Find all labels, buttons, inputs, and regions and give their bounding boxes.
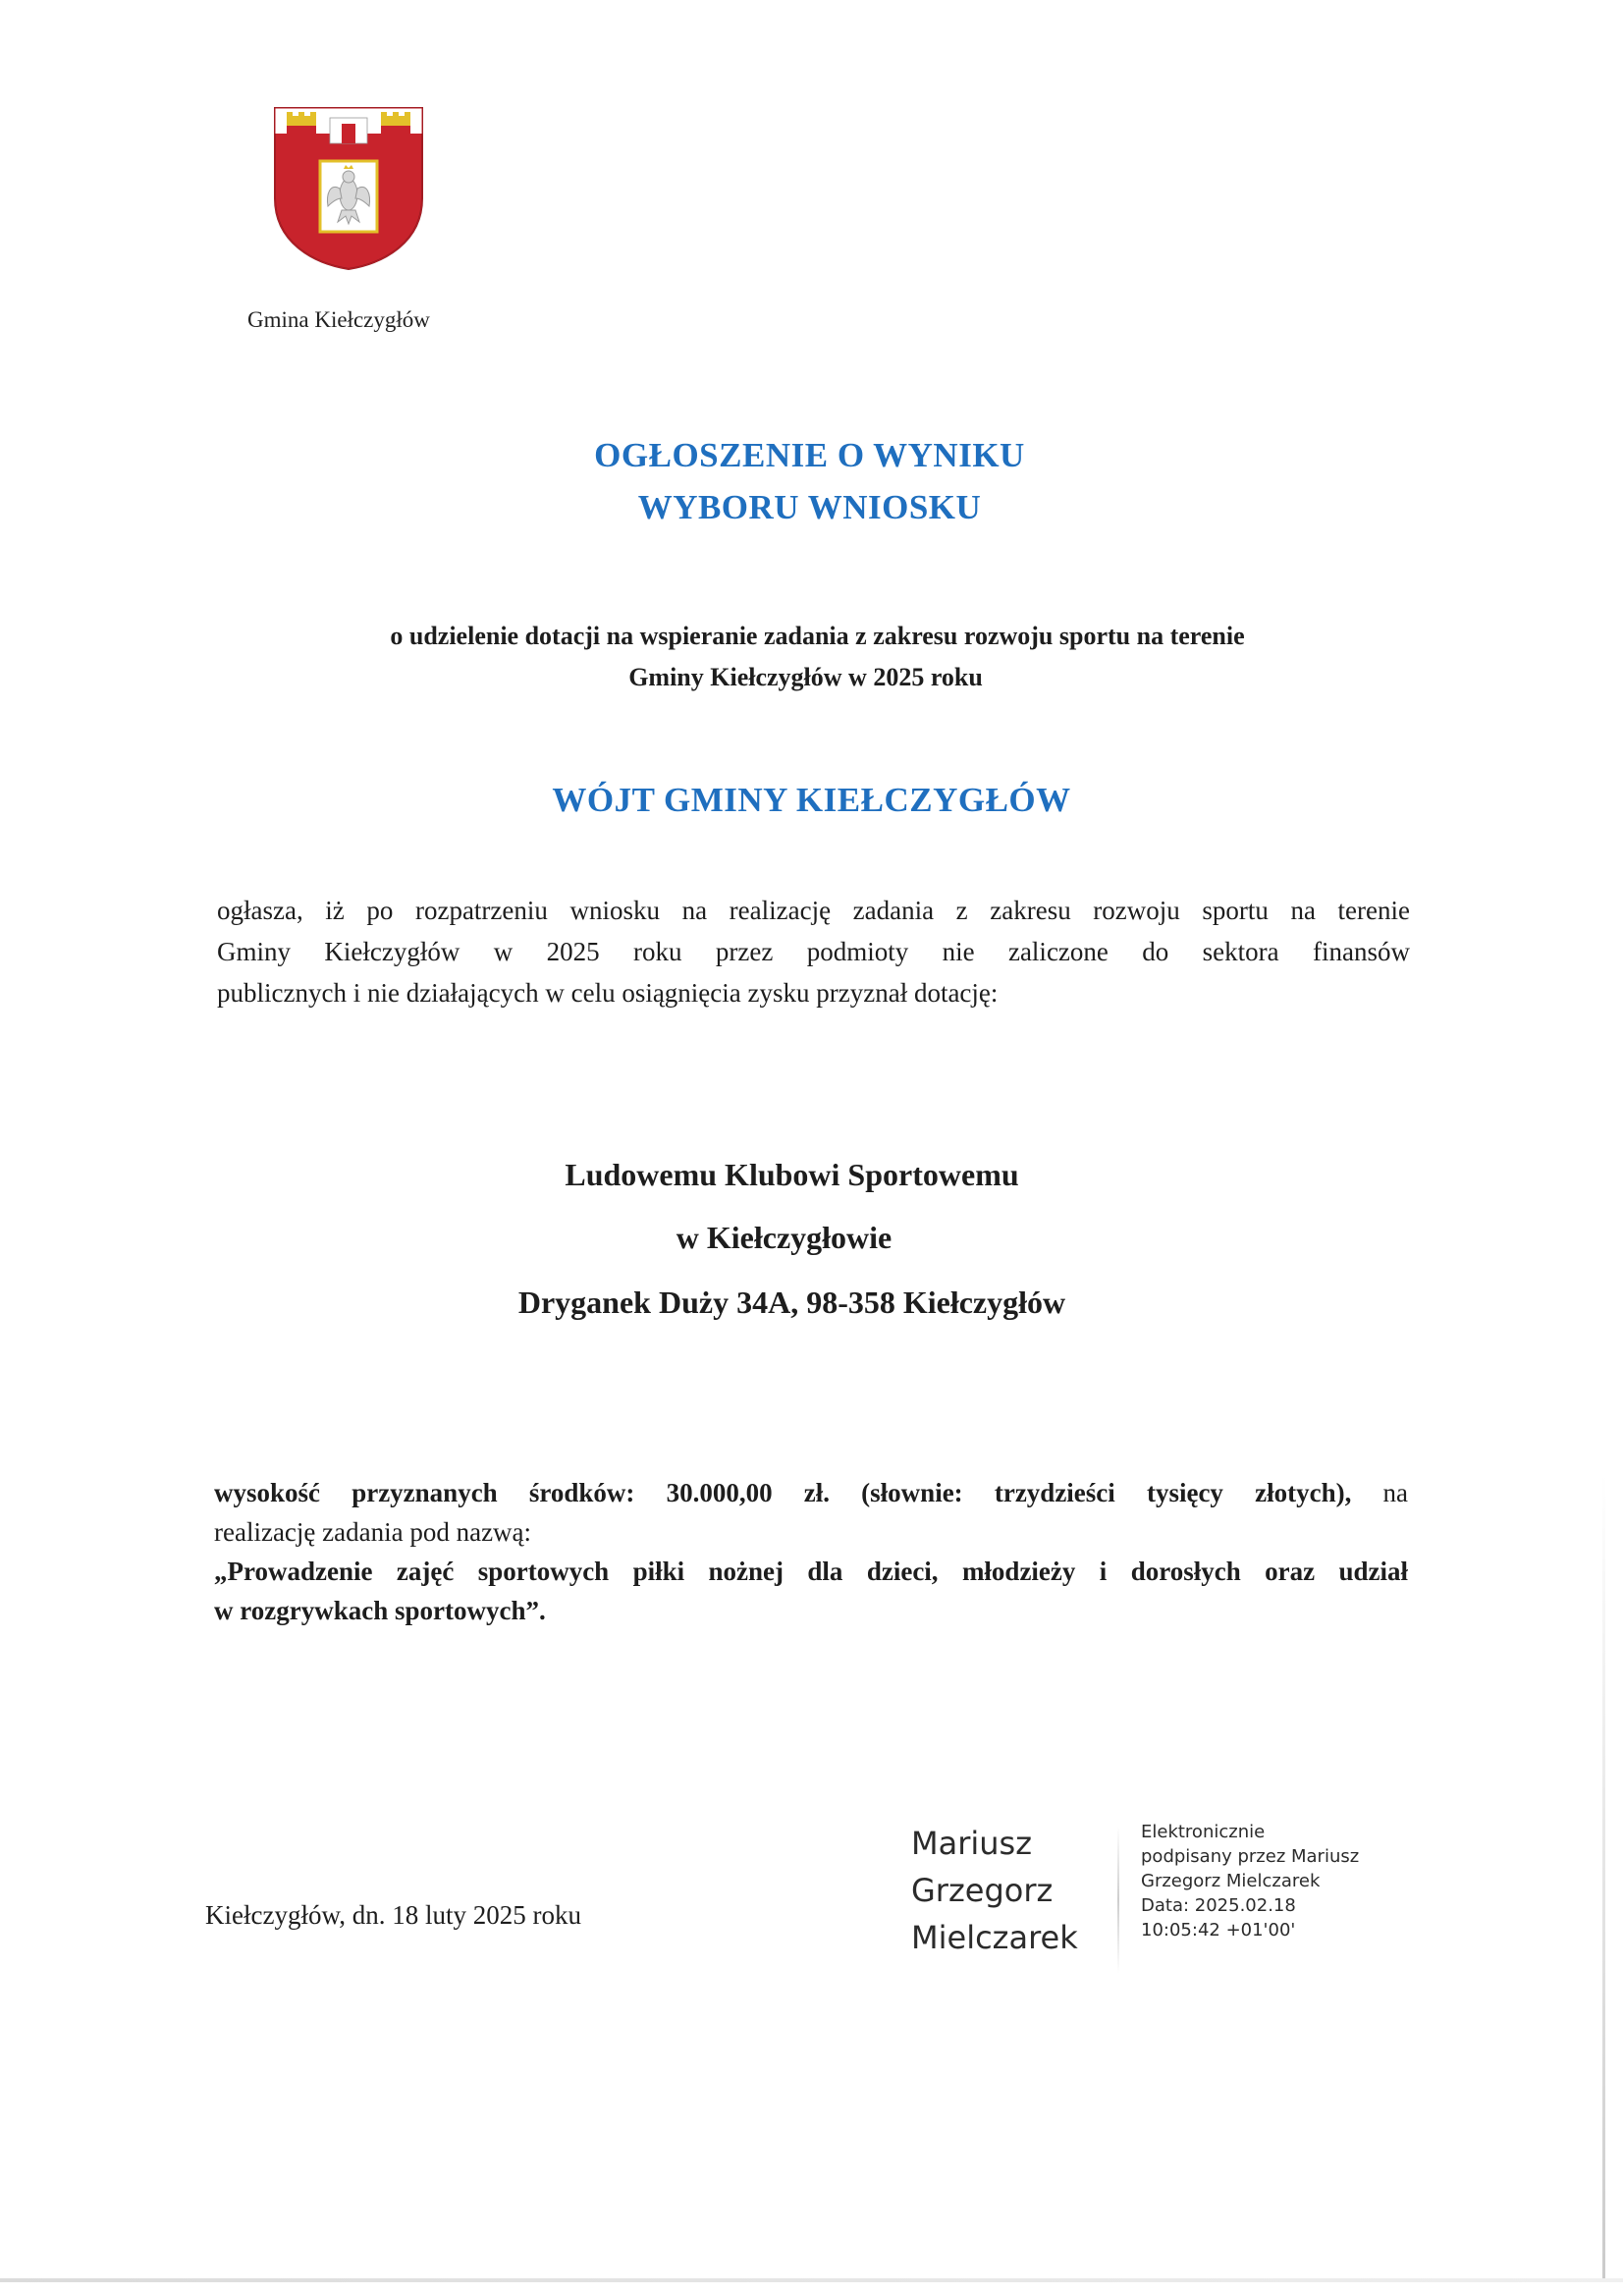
grant-amount-line	[214, 1473, 1408, 1512]
grant-amount: wysokość przyznanych środków: 30.000,00 zł. (słownie: trzydzieści tysięcy złotych),	[214, 1478, 1352, 1507]
signature-divider	[1117, 1827, 1119, 1974]
body-line: ogłasza, iż po rozpatrzeniu wniosku na realizację zadania z zakresu rozwoju sportu na terenie	[217, 896, 1410, 925]
signature-detail-line: 10:05:42 +01'00'	[1141, 1920, 1296, 1941]
scan-edge-artifact	[0, 2278, 1623, 2282]
signature-name-line: Grzegorz	[911, 1872, 1054, 1909]
announcement-title-line1: OGŁOSZENIE O WYNIKU	[594, 436, 1025, 474]
grant-amount-suffix: na	[1382, 1478, 1409, 1507]
signature-detail-line: Grzegorz Mielczarek	[1141, 1871, 1321, 1891]
grant-task-name-line2	[214, 1591, 1408, 1630]
recipient-name-line1: Ludowemu Klubowi Sportowemu	[565, 1157, 1019, 1192]
signature-detail-line: Data: 2025.02.18	[1141, 1895, 1296, 1916]
announcement-subject-line2: Gminy Kiełczygłów w 2025 roku	[628, 663, 983, 691]
signature-detail-line: podpisany przez Mariusz	[1141, 1846, 1360, 1867]
grant-task-name-text: „Prowadzenie zajęć sportowych piłki nożnej dla dzieci, młodzieży i dorosłych oraz udział	[214, 1557, 1408, 1586]
body-line: publicznych i nie działających w celu osiągnięcia zysku przyznał dotację:	[217, 978, 999, 1008]
announcement-subject-line1: o udzielenie dotacji na wspieranie zadania z zakresu rozwoju sportu na terenie	[390, 622, 1245, 650]
signature-name	[911, 1820, 1078, 1961]
grant-task-name-line1	[214, 1552, 1408, 1591]
grant-task-intro: realizację zadania pod nazwą:	[214, 1517, 532, 1547]
place-and-date: Kiełczygłów, dn. 18 luty 2025 roku	[205, 1900, 581, 1930]
grant-task-name-text: w rozgrywkach sportowych”.	[214, 1596, 546, 1625]
recipient-name-line2: w Kiełczygłowie	[676, 1220, 893, 1255]
municipality-name: Gmina Kiełczygłów	[247, 307, 430, 332]
body-line: Gminy Kiełczygłów w 2025 roku przez podmioty nie zaliczone do sektora finansów	[217, 937, 1410, 966]
scan-edge-artifact	[1602, 1473, 1605, 2278]
issuing-authority: WÓJT GMINY KIEŁCZYGŁÓW	[552, 781, 1071, 819]
announcement-body	[217, 890, 1410, 1013]
signature-detail-line: Elektronicznie	[1141, 1822, 1266, 1842]
grant-details	[214, 1473, 1408, 1630]
signature-details	[1141, 1820, 1359, 1942]
recipient-address: Dryganek Duży 34A, 98-358 Kiełczygłów	[517, 1285, 1066, 1320]
signature-name-line: Mielczarek	[911, 1919, 1078, 1956]
signature-name-line: Mariusz	[911, 1825, 1033, 1862]
coat-of-arms-icon	[269, 104, 428, 273]
announcement-title-line2: WYBORU WNIOSKU	[637, 488, 982, 526]
